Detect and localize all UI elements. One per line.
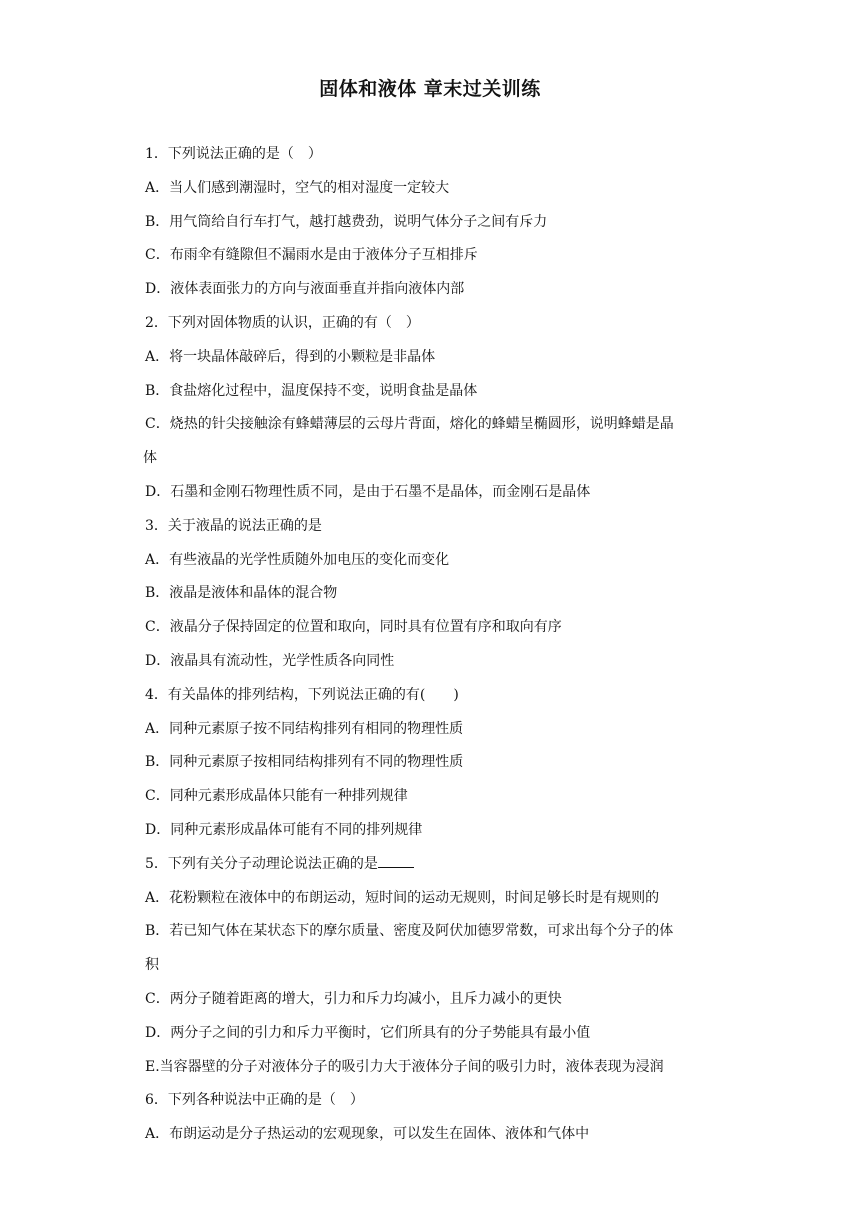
question-2-stem: 2．下列对固体物质的认识，正确的有（ ） (145, 314, 420, 331)
question-1-option-d: D．液体表面张力的方向与液面垂直并指向液体内部 (145, 281, 465, 298)
question-5-option-c: C．两分子随着距离的增大，引力和斥力均减小，且斥力减小的更快 (145, 990, 562, 1007)
question-5-stem: 5．下列有关分子动理论说法正确的是 (145, 855, 378, 872)
answer-blank (378, 853, 414, 868)
question-4-stem: 4．有关晶体的排列结构，下列说法正确的有( ) (145, 686, 459, 703)
question-4-option-b: B．同种元素原子按相同结构排列有不同的物理性质 (145, 754, 464, 771)
question-2-option-c-continued: 体 (143, 450, 157, 467)
question-4-option-d: D．同种元素形成晶体可能有不同的排列规律 (145, 821, 423, 838)
question-1-option-b: B．用气筒给自行车打气，越打越费劲，说明气体分子之间有斥力 (145, 213, 548, 230)
question-5-option-a: A．花粉颗粒在液体中的布朗运动，短时间的运动无规则，时间足够长时是有规则的 (145, 889, 660, 906)
question-3-option-b: B．液晶是液体和晶体的混合物 (145, 585, 338, 602)
question-2-option-d: D．石墨和金刚石物理性质不同，是由于石墨不是晶体，而金刚石是晶体 (145, 483, 591, 500)
question-1-option-a: A．当人们感到潮湿时，空气的相对湿度一定较大 (145, 179, 450, 196)
question-3-stem: 3．关于液晶的说法正确的是 (145, 517, 322, 534)
question-5-option-b: B．若已知气体在某状态下的摩尔质量、密度及阿伏加德罗常数，可求出每个分子的体 (145, 923, 674, 940)
question-1-stem: 1．下列说法正确的是（ ） (145, 146, 322, 162)
question-3-option-a: A．有些液晶的光学性质随外加电压的变化而变化 (145, 551, 450, 568)
question-6-stem: 6．下列各种说法中正确的是（ ） (145, 1092, 364, 1109)
question-2-option-b: B．食盐熔化过程中，温度保持不变，说明食盐是晶体 (145, 382, 478, 399)
question-5-option-d: D．两分子之间的引力和斥力平衡时，它们所具有的分子势能具有最小值 (145, 1024, 591, 1041)
question-5-stem-row (145, 848, 725, 882)
question-2-option-c: C．烧热的针尖接触涂有蜂蜡薄层的云母片背面，熔化的蜂蜡呈椭圆形，说明蜂蜡是晶 (145, 416, 674, 433)
question-4-option-a: A．同种元素原子按不同结构排列有相同的物理性质 (145, 720, 464, 737)
question-2-option-a: A．将一块晶体敲碎后，得到的小颗粒是非晶体 (145, 348, 436, 365)
document-title: 固体和液体 章末过关训练 (319, 78, 541, 100)
question-6-option-a: A．布朗运动是分子热运动的宏观现象，可以发生在固体、液体和气体中 (145, 1126, 590, 1143)
question-5-option-e: E.当容器壁的分子对液体分子的吸引力大于液体分子间的吸引力时，液体表现为浸润 (145, 1058, 664, 1075)
question-3-option-d: D．液晶具有流动性，光学性质各向同性 (145, 652, 395, 669)
question-list (145, 138, 725, 1152)
question-3-option-c: C．液晶分子保持固定的位置和取向，同时具有位置有序和取向有序 (145, 619, 562, 636)
question-5-option-b-continued: 积 (145, 957, 159, 974)
question-4-option-c: C．同种元素形成晶体只能有一种排列规律 (145, 788, 408, 805)
question-1-option-c: C．布雨伞有缝隙但不漏雨水是由于液体分子互相排斥 (145, 247, 478, 264)
